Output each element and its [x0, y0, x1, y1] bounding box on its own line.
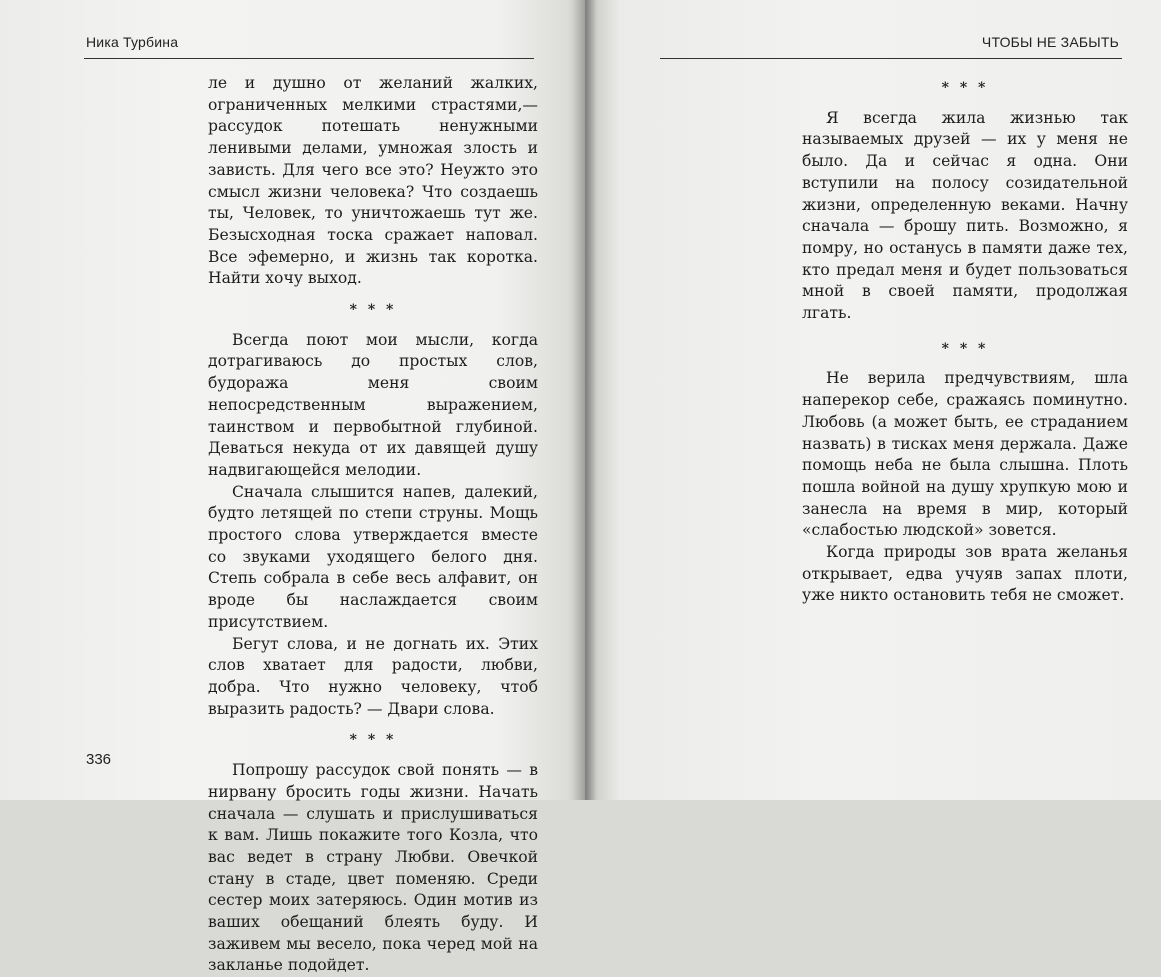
right-page — [585, 0, 1161, 800]
left-header-rule — [84, 58, 534, 59]
left-page-text — [208, 73, 538, 977]
section-divider: * * * — [349, 302, 397, 319]
paragraph: Когда природы зов врата желанья открывает, едва учуяв запах плоти, уже никто остановить тебя не сможет. — [802, 543, 1128, 605]
paragraph: Всегда поют мои мысли, когда дотрагиваюсь до простых слов, будоража меня своим непосредственным выражением, таинством и первобытной глубиной. Деваться некуда от их давящей душу надвигающейся мелодии. — [208, 330, 538, 479]
paragraph: ле и душно от желаний жалких, ограниченных мелкими страстями,— рассудок потешать ненужными ленивыми делами, умножая злость и зависть. Для чего все это? Неужто это смысл жизни человека? Что создаешь ты, Человек, то уничтожаешь тут же. Безысходная тоска сражает наповал. Все эфемерно, и жизнь так коротка. Найти хочу выход. — [208, 74, 538, 288]
right-header-rule — [660, 58, 1122, 59]
section-divider: * * * — [941, 80, 989, 96]
paragraph: Не верила предчувствиям, шла наперекор себе, сражаясь поминутно. Любовь (а может быть, ее страданием назвать) в тисках меня держала. Даже помощь неба не была слышна. Плоть пошла войной на душу хрупкую мою и занесла на время в мир, который «слабостью людской» зовется. — [802, 369, 1128, 540]
right-page-text — [802, 78, 1128, 607]
paragraph: Бегут слова, и не догнать их. Этих слов хватает для радости, любви, добра. Что нужно человеку, чтоб выразить радость? — Двари слова. — [208, 634, 538, 718]
section-divider: * * * — [349, 732, 397, 749]
paragraph: Сначала слышится напев, далекий, будто летящей по степи струны. Мощь простого слова утверждается вместе со звуками уходящего белого дня. Степь собрала в себе весь алфавит, он вроде бы наслаждается своим присутствием. — [208, 482, 538, 631]
paragraph: Попрошу рассудок свой понять — в нирвану бросить годы жизни. Начать сначала — слушать и прислушиваться к вам. Лишь покажите того Козла, что вас ведет в страну Любви. Овечкой стану в стаде, цвет поменяю. Среди сестер моих затеряюсь. Один мотив из ваших обещаний блеять буду. И заживем мы весело, пока черед мой на закланье подойдет. — [208, 761, 538, 975]
right-running-head: ЧТОБЫ НЕ ЗАБЫТЬ — [981, 34, 1119, 50]
page-number: 336 — [86, 751, 112, 768]
section-divider: * * * — [941, 340, 989, 357]
paragraph: Я всегда жила жизнью так называемых друзей — их у меня не было. Да и сейчас я одна. Они вступили на полосу созидательной жизни, определенную веками. Начну сначала — брошу пить. Возможно, я помру, но останусь в памяти даже тех, кто предал меня и будет пользоваться мной в своей памяти, продолжая лгать. — [802, 108, 1128, 323]
left-running-head: Ника Турбина — [86, 34, 179, 50]
